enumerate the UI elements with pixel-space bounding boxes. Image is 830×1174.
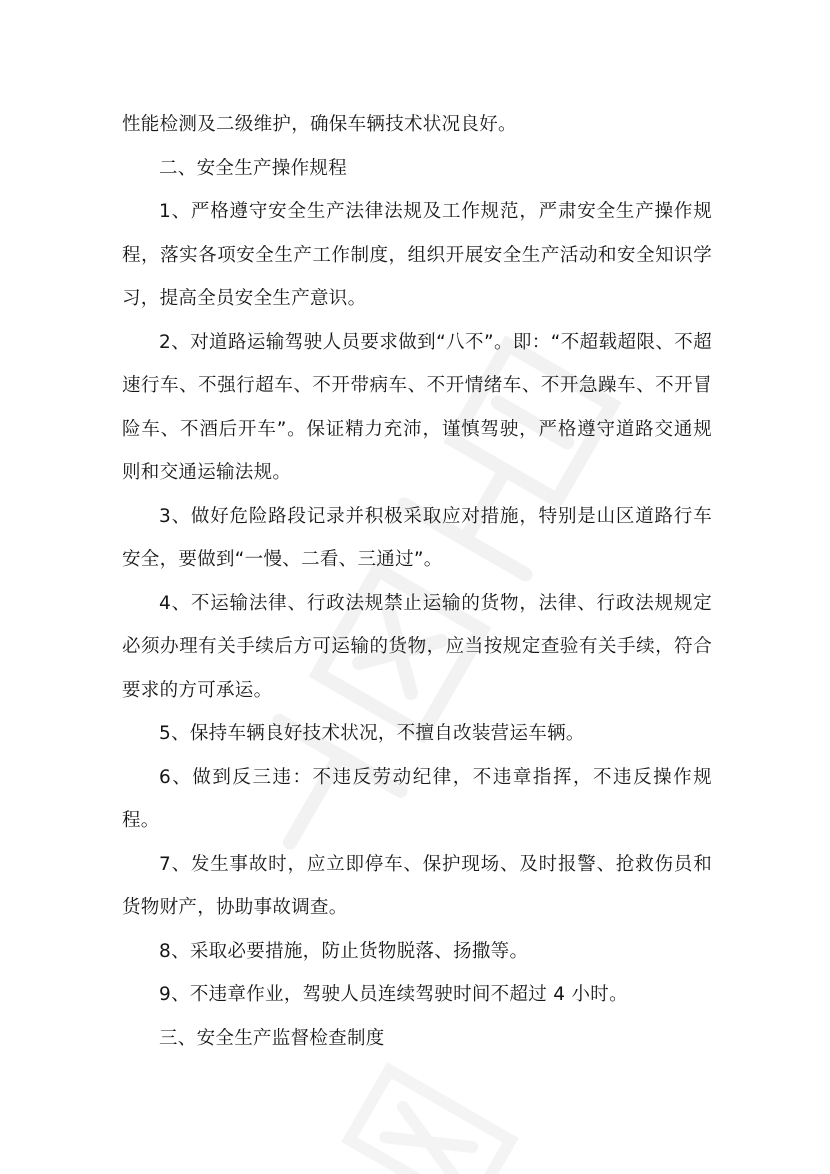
list-item-3: 3、做好危险路段记录并积极采取应对措施，特别是山区道路行车安全，要做到“一慢、二看、三通过”。: [122, 505, 712, 570]
list-item-9: 9、不违章作业，驾驶人员连续驾驶时间不超过 4 小时。: [159, 984, 628, 1005]
list-item-6: 6、做到反三违：不违反劳动纪律，不违章指挥，不违反操作规程。: [122, 766, 712, 831]
list-item-2: 2、对道路运输驾驶人员要求做到“八不”。即：“不超载超限、不超速行车、不强行超车、不开带病车、不开情绪车、不开急躁车、不开冒险车、不酒后开车”。保证精力充沛，谨慎驾驶，严格遵守道路交通规则和交通运输法规。: [122, 331, 712, 483]
list-item-4: 4、不运输法律、行政法规禁止运输的货物，法律、行政法规规定必须办理有关手续后方可运输的货物，应当按规定查验有关手续，符合要求的方可承运。: [122, 592, 712, 701]
list-item-8: 8、采取必要措施，防止货物脱落、扬撒等。: [159, 940, 529, 962]
document-body: [122, 103, 712, 1060]
paragraph-continuation: 性能检测及二级维护，确保车辆技术状况良好。: [122, 114, 517, 135]
list-item-7: 7、发生事故时，应立即停车、保护现场、及时报警、抢救伤员和货物财产，协助事故调查。: [122, 853, 712, 918]
list-item-1: 1、严格遵守安全生产法律法规及工作规范，严肃安全生产操作规程，落实各项安全生产工作制度，组织开展安全生产活动和安全知识学习，提高全员安全生产意识。: [122, 201, 712, 309]
list-item-5: 5、保持车辆良好技术状况，不擅自改装营运车辆。: [159, 723, 585, 744]
section-heading-3: 三、安全生产监督检查制度: [159, 1027, 385, 1049]
section-heading-2: 二、安全生产操作规程: [159, 157, 348, 179]
